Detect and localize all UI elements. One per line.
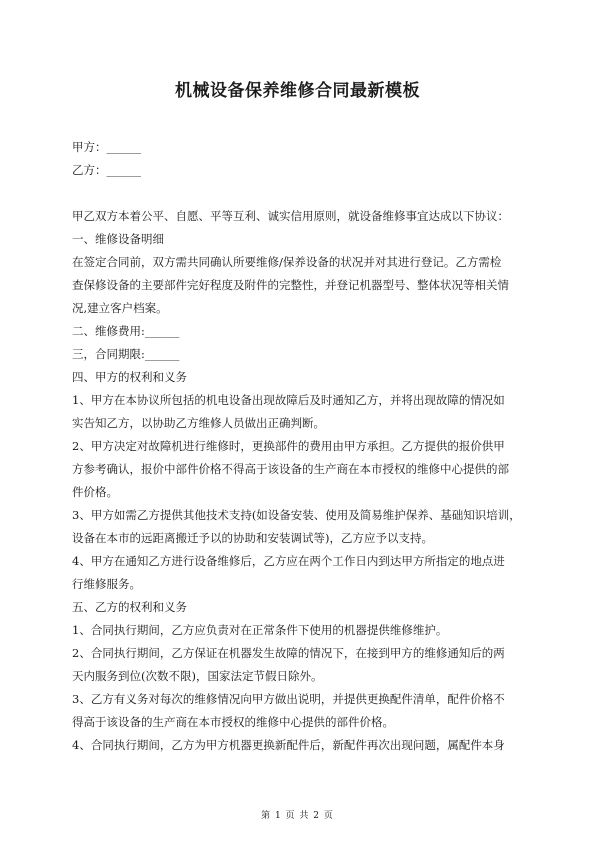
paragraph — [72, 251, 528, 320]
paragraph — [72, 688, 528, 734]
text-line: 甲方：______ — [72, 140, 141, 154]
text-line: 五、乙方的权利和义务 — [72, 600, 187, 614]
paragraph — [72, 435, 528, 504]
paragraph — [72, 550, 528, 596]
text-line: 况,建立客户档案。 — [72, 301, 168, 315]
paragraph — [72, 205, 528, 228]
document-body — [72, 136, 528, 757]
text-line: 甲乙双方本着公平、自愿、平等互利、诚实信用原则，就设备维修事宜达成以下协议： — [72, 209, 509, 223]
text-line: 2、合同执行期间，乙方保证在机器发生故障的情况下，在接到甲方的维修通知后的两 — [72, 646, 505, 660]
document-title: 机械设备保养维修合同最新模板 — [175, 81, 420, 101]
text-line: 二、维修费用:______ — [72, 324, 180, 338]
text-line: 行维修服务。 — [72, 577, 141, 591]
text-line: 2、甲方决定对故障机进行维修时，更换部件的费用由甲方承担。乙方提供的报价供甲 — [72, 439, 505, 453]
text-line: 实告知乙方，以协助乙方维修人员做出正确判断。 — [72, 416, 325, 430]
text-line: 4、甲方在通知乙方进行设备维修后，乙方应在两个工作日内到达甲方所指定的地点进 — [72, 554, 505, 568]
paragraph — [72, 642, 528, 688]
paragraph — [72, 228, 528, 251]
text-line: 4、合同执行期间，乙方为甲方机器更换新配件后，新配件再次出现问题，属配件本身 — [72, 738, 505, 752]
text-line: 3、乙方有义务对每次的维修情况向甲方做出说明，并提供更换配件清单，配件价格不 — [72, 692, 505, 706]
paragraph — [72, 596, 528, 619]
text-line: 1、合同执行期间，乙方应负责对在正常条件下使用的机器提供维修维护。 — [72, 623, 448, 637]
paragraph — [72, 159, 528, 182]
text-line: 得高于该设备的生产商在本市授权的维修中心提供的部件价格。 — [72, 715, 394, 729]
text-line: 天内服务到位(次数不限)，国家法定节假日除外。 — [72, 669, 323, 683]
text-line: 1、甲方在本协议所包括的机电设备出现故障后及时通知乙方，并将出现故障的情况如 — [72, 393, 505, 407]
paragraph — [72, 136, 528, 159]
paragraph — [72, 389, 528, 435]
paragraph — [72, 343, 528, 366]
text-line: 四、甲方的权利和义务 — [72, 370, 187, 384]
text-line: 件价格。 — [72, 485, 118, 499]
text-line: 三，合同期限:______ — [72, 347, 180, 361]
text-line: 乙方：______ — [72, 163, 141, 177]
paragraph — [72, 366, 528, 389]
text-line: 设备在本市的远距离搬迁予以的协助和安装调试等)，乙方应予以支持。 — [72, 531, 433, 545]
text-line: 方参考确认，报价中部件价格不得高于该设备的生产商在本市授权的维修中心提供的部 — [72, 462, 509, 476]
paragraph — [72, 734, 528, 757]
paragraph — [72, 619, 528, 642]
page-footer: 第 1 页 共 2 页 — [261, 811, 334, 821]
text-line: 3、甲方如需乙方提供其他技术支持(如设备安装、使用及简易维护保养、基础知识培训， — [72, 508, 521, 522]
paragraph — [72, 504, 528, 550]
text-line: 查保修设备的主要部件完好程度及附件的完整性，并登记机器型号、整体状况等相关情 — [72, 278, 509, 292]
text-line: 一、维修设备明细 — [72, 232, 164, 246]
paragraph — [72, 320, 528, 343]
text-line: 在签定合同前，双方需共同确认所要维修/保养设备的状况并对其进行登记。乙方需检 — [72, 255, 502, 269]
paragraph-spacer — [72, 182, 528, 205]
